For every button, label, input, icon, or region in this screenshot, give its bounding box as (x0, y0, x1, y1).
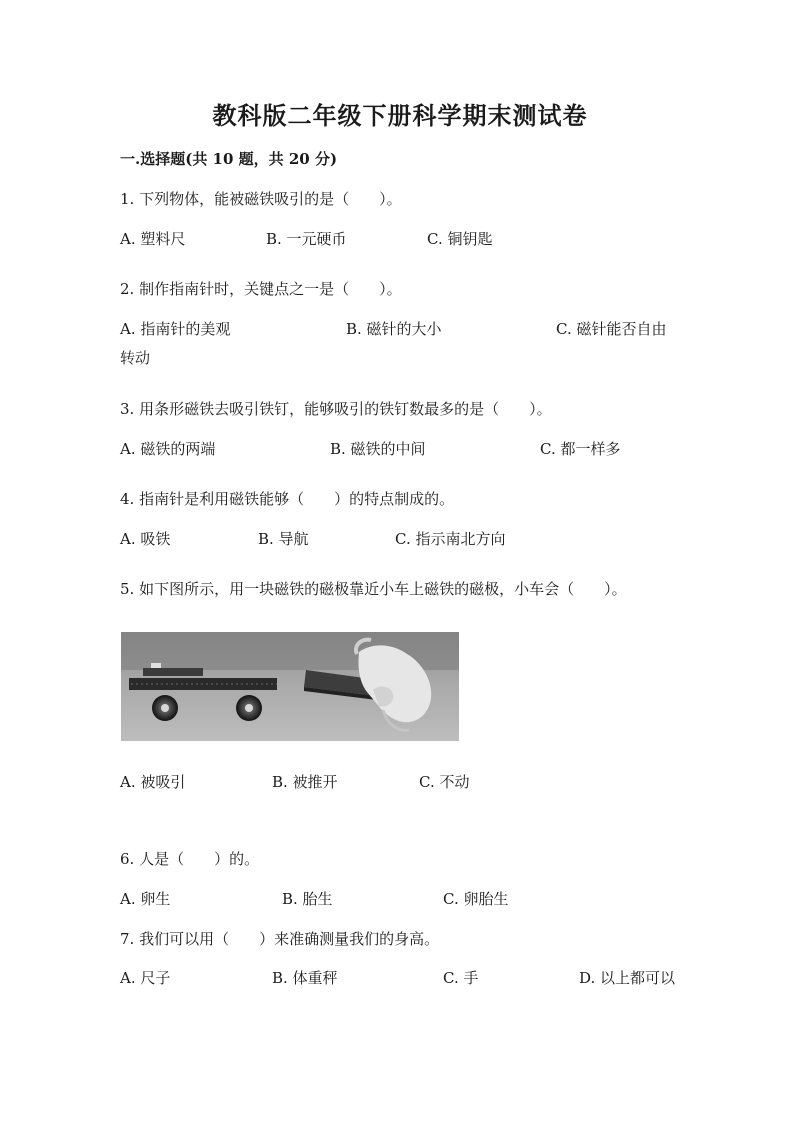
section-heading: 一.选择题(共 10 题，共 20 分) (120, 150, 338, 168)
q6-option-a: A. 卵生 (120, 890, 171, 908)
q7-option-d: D. 以上都可以 (579, 969, 676, 987)
q3-option-a: A. 磁铁的两端 (120, 440, 216, 458)
q5-option-a: A. 被吸引 (120, 773, 186, 791)
q7-option-b: B. 体重秤 (272, 969, 338, 987)
q4-option-c: C. 指示南北方向 (395, 530, 506, 548)
q7-option-a: A. 尺子 (120, 969, 171, 987)
q6-option-b: B. 胎生 (282, 890, 333, 908)
q1-option-c: C. 铜钥匙 (427, 230, 493, 248)
q7-option-c: C. 手 (443, 969, 479, 987)
question-3-stem: 3. 用条形磁铁去吸引铁钉，能够吸引的铁钉数最多的是（ ）。 (120, 400, 552, 418)
q5-option-b: B. 被推开 (272, 773, 338, 791)
q2-option-b: B. 磁针的大小 (346, 320, 442, 338)
q2-option-c: C. 磁针能否自由 (556, 320, 667, 338)
question-6-stem: 6. 人是（ ）的。 (120, 850, 260, 868)
question-7-stem: 7. 我们可以用（ ）来准确测量我们的身高。 (120, 930, 440, 948)
magnet-toy-car-photo (121, 632, 459, 741)
q1-option-b: B. 一元硬币 (266, 230, 347, 248)
q6-option-c: C. 卵胎生 (443, 890, 509, 908)
q4-option-b: B. 导航 (258, 530, 309, 548)
q2-option-a: A. 指南针的美观 (120, 320, 231, 338)
page-title: 教科版二年级下册科学期末测试卷 (212, 101, 588, 130)
question-5-stem: 5. 如下图所示，用一块磁铁的磁极靠近小车上磁铁的磁极，小车会（ ）。 (120, 580, 627, 598)
q3-option-c: C. 都一样多 (540, 440, 621, 458)
q1-option-a: A. 塑料尺 (120, 230, 186, 248)
question-2-stem: 2. 制作指南针时，关键点之一是（ ）。 (120, 280, 402, 298)
question-4-stem: 4. 指南针是利用磁铁能够（ ）的特点制成的。 (120, 490, 455, 508)
q5-option-c: C. 不动 (419, 773, 470, 791)
question-1-stem: 1. 下列物体，能被磁铁吸引的是（ ）。 (120, 190, 402, 208)
q4-option-a: A. 吸铁 (120, 530, 171, 548)
q3-option-b: B. 磁铁的中间 (330, 440, 426, 458)
q2-option-c-continuation: 转动 (120, 349, 151, 367)
